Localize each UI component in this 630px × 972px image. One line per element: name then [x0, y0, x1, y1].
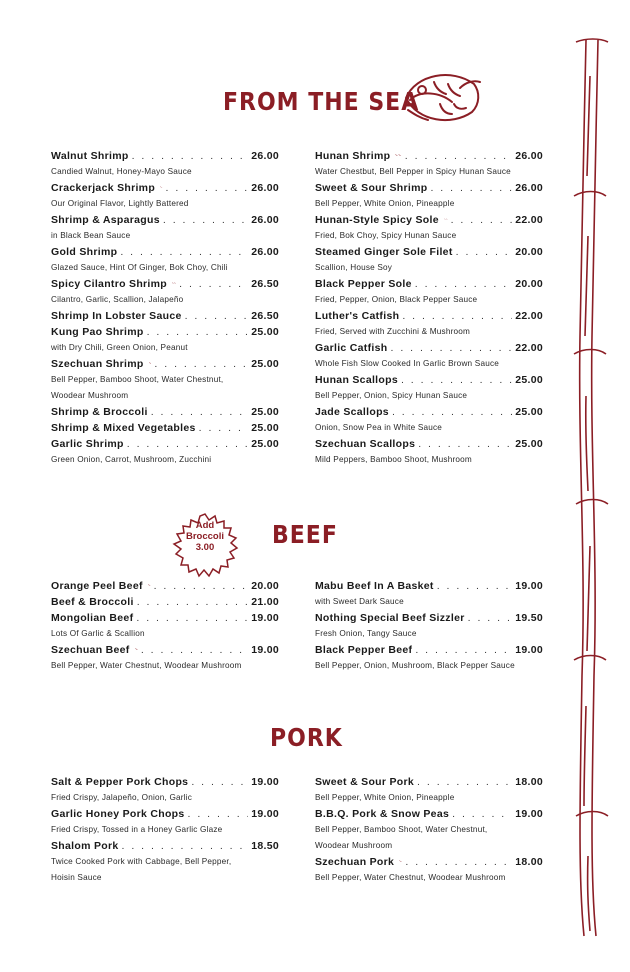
sea-left-column: [51, 148, 279, 468]
menu-item-row: [315, 372, 543, 388]
fish-illustration: [400, 64, 484, 130]
menu-item-price: 26.00: [251, 246, 279, 258]
leader-dots: [136, 610, 248, 626]
menu-item-row: [51, 404, 279, 420]
menu-item-description: Fried Crispy, Jalapeño, Onion, Garlic: [51, 793, 193, 802]
menu-item-name: Spicy Cilantro Shrimp: [51, 278, 167, 290]
menu-item-description: Cilantro, Garlic, Scallion, Jalapeño: [51, 295, 184, 304]
menu-item-name: Jade Scallops: [315, 406, 389, 418]
leader-dots: [147, 324, 249, 340]
menu-item-row: [51, 578, 279, 594]
menu-item-description: in Black Bean Sauce: [51, 231, 131, 240]
menu-item-price: 25.00: [515, 438, 543, 450]
menu-item-price: 19.00: [251, 808, 279, 820]
menu-item-price: 25.00: [251, 326, 279, 338]
beef-left-column: [51, 578, 279, 674]
menu-item-description: Mild Peppers, Bamboo Shoot, Mushroom: [315, 455, 472, 464]
menu-item-row: [51, 610, 279, 626]
menu-item-price: 25.00: [515, 374, 543, 386]
leader-dots: [452, 806, 512, 822]
leader-dots: [392, 404, 512, 420]
menu-item-description: Bell Pepper, Water Chestnut, Woodear Mushroom: [315, 873, 506, 882]
menu-item-description: Fresh Onion, Tangy Sauce: [315, 629, 417, 638]
menu-item-name: Sweet & Sour Shrimp: [315, 182, 428, 194]
menu-item-row: [315, 404, 543, 420]
menu-item-price: 20.00: [515, 246, 543, 258]
leader-dots: [405, 148, 512, 164]
leader-dots: [401, 372, 512, 388]
menu-item-description: Fried, Pepper, Onion, Black Pepper Sauce: [315, 295, 478, 304]
menu-item-price: 26.00: [515, 182, 543, 194]
menu-item-name: Shrimp & Broccoli: [51, 406, 148, 418]
menu-item-price: 26.00: [251, 182, 279, 194]
pork-right-column: [315, 774, 543, 886]
add-broccoli-badge-text: [171, 520, 239, 553]
leader-dots: [179, 276, 248, 292]
menu-item-row: [51, 774, 279, 790]
leader-dots: [437, 578, 513, 594]
leader-dots: [154, 578, 249, 594]
menu-item-row: [315, 244, 543, 260]
menu-item-description: Water Chestbut, Bell Pepper in Spicy Hunan Sauce: [315, 167, 511, 176]
menu-item-description: Woodear Mushroom: [51, 391, 129, 400]
chili-pepper-icon: [149, 359, 152, 367]
badge-line: Broccoli: [185, 531, 224, 542]
menu-item-description: with Sweet Dark Sauce: [315, 597, 404, 606]
menu-item-price: 26.00: [515, 150, 543, 162]
menu-item-row: [51, 838, 279, 854]
section-title-beef: BEEF: [272, 521, 338, 550]
menu-item-description: Bell Pepper, Water Chestnut, Woodear Mushroom: [51, 661, 242, 670]
menu-item-row: [315, 276, 543, 292]
menu-item-row: [51, 356, 279, 372]
menu-item-row: [315, 854, 543, 870]
menu-item-description: Bell Pepper, Bamboo Shoot, Water Chestnut,: [315, 825, 488, 834]
menu-item-row: [51, 420, 279, 436]
menu-item-price: 26.00: [251, 150, 279, 162]
menu-item-name: Walnut Shrimp: [51, 150, 129, 162]
leader-dots: [137, 594, 249, 610]
menu-item-price: 18.00: [515, 776, 543, 788]
menu-item-name: Hunan-Style Spicy Sole: [315, 214, 439, 226]
menu-item-name: Szechuan Beef: [51, 644, 130, 656]
menu-item-description: Bell Pepper, White Onion, Pineapple: [315, 199, 455, 208]
menu-item-description: Woodear Mushroom: [315, 841, 393, 850]
menu-item-row: [315, 212, 543, 228]
menu-item-name: Black Pepper Sole: [315, 278, 412, 290]
menu-item-price: 19.00: [515, 808, 543, 820]
chili-pepper-icon: [148, 581, 151, 589]
chili-pepper-icon: [395, 151, 401, 159]
menu-item-price: 19.00: [251, 776, 279, 788]
badge-line: Add: [195, 520, 215, 531]
leader-dots: [185, 308, 249, 324]
leader-dots: [199, 420, 249, 436]
menu-item-name: Nothing Special Beef Sizzler: [315, 612, 465, 624]
leader-dots: [132, 148, 249, 164]
menu-item-row: [51, 594, 279, 610]
menu-item-price: 26.50: [251, 310, 279, 322]
menu-item-name: Shrimp & Mixed Vegetables: [51, 422, 196, 434]
menu-item-name: Shrimp & Asparagus: [51, 214, 160, 226]
menu-item-price: 19.50: [515, 612, 543, 624]
pork-left-column: [51, 774, 279, 886]
leader-dots: [141, 642, 248, 658]
menu-item-name: Crackerjack Shrimp: [51, 182, 156, 194]
menu-item-description: Candied Walnut, Honey-Mayo Sauce: [51, 167, 192, 176]
menu-item-description: Onion, Snow Pea in White Sauce: [315, 423, 443, 432]
menu-item-name: Szechuan Pork: [315, 856, 395, 868]
menu-item-price: 26.50: [251, 278, 279, 290]
menu-item-description: Hoisin Sauce: [51, 873, 102, 882]
leader-dots: [191, 774, 248, 790]
menu-item-description: with Dry Chili, Green Onion, Peanut: [51, 343, 188, 352]
leader-dots: [418, 436, 512, 452]
menu-item-price: 25.00: [251, 438, 279, 450]
menu-item-name: Gold Shrimp: [51, 246, 118, 258]
menu-item-name: Sweet & Sour Pork: [315, 776, 415, 788]
menu-item-price: 18.00: [515, 856, 543, 868]
beef-right-column: [315, 578, 543, 674]
menu-item-row: [51, 324, 279, 340]
menu-item-name: Garlic Catfish: [315, 342, 388, 354]
menu-item-description: Bell Pepper, Onion, Spicy Hunan Sauce: [315, 391, 468, 400]
menu-item-price: 20.00: [251, 580, 279, 592]
menu-item-price: 22.00: [515, 342, 543, 354]
menu-item-name: Garlic Honey Pork Chops: [51, 808, 185, 820]
section-title-pork: PORK: [270, 724, 343, 753]
leader-dots: [120, 244, 248, 260]
badge-line: 3.00: [195, 542, 215, 553]
menu-item-name: Shalom Pork: [51, 840, 119, 852]
menu-item-description: Bell Pepper, White Onion, Pineapple: [315, 793, 455, 802]
menu-item-name: Szechuan Scallops: [315, 438, 416, 450]
menu-item-row: [315, 148, 543, 164]
menu-item-price: 19.00: [251, 612, 279, 624]
menu-item-name: Shrimp In Lobster Sauce: [51, 310, 182, 322]
menu-item-row: [315, 610, 543, 626]
menu-item-description: Our Original Flavor, Lightly Battered: [51, 199, 189, 208]
leader-dots: [163, 212, 248, 228]
menu-item-description: Fried, Bok Choy, Spicy Hunan Sauce: [315, 231, 457, 240]
menu-item-row: [51, 308, 279, 324]
menu-item-description: Lots Of Garlic & Scallion: [51, 629, 145, 638]
section-title-sea: FROM THE SEA: [223, 88, 420, 117]
menu-item-name: Mongolian Beef: [51, 612, 134, 624]
menu-item-price: 18.50: [251, 840, 279, 852]
leader-dots: [430, 180, 512, 196]
menu-item-row: [51, 244, 279, 260]
leader-dots: [417, 774, 512, 790]
menu-item-row: [315, 308, 543, 324]
bamboo-stalk-decoration: [572, 36, 612, 941]
menu-item-description: Whole Fish Slow Cooked In Garlic Brown Sauce: [315, 359, 499, 368]
menu-item-price: 25.00: [251, 422, 279, 434]
leader-dots: [402, 308, 512, 324]
menu-item-row: [315, 774, 543, 790]
menu-item-row: [315, 180, 543, 196]
menu-item-price: 26.00: [251, 214, 279, 226]
chili-pepper-icon: [135, 645, 138, 653]
menu-item-price: 19.00: [251, 644, 279, 656]
menu-item-description: Bell Pepper, Onion, Mushroom, Black Pepper Sauce: [315, 661, 515, 670]
leader-dots: [451, 212, 513, 228]
menu-item-name: Orange Peel Beef: [51, 580, 143, 592]
chili-pepper-icon: [160, 183, 162, 191]
menu-item-row: [315, 642, 543, 658]
menu-item-description: Green Onion, Carrot, Mushroom, Zucchini: [51, 455, 212, 464]
menu-item-row: [51, 642, 279, 658]
menu-item-price: 22.00: [515, 310, 543, 322]
menu-item-description: Glazed Sauce, Hint Of Ginger, Bok Choy, Chili: [51, 263, 228, 272]
leader-dots: [415, 276, 512, 292]
menu-item-row: [315, 578, 543, 594]
menu-item-row: [315, 436, 543, 452]
menu-item-name: Beef & Broccoli: [51, 596, 134, 608]
menu-item-name: Hunan Scallops: [315, 374, 398, 386]
menu-item-row: [51, 436, 279, 452]
chili-pepper-icon: [444, 215, 448, 223]
menu-item-price: 22.00: [515, 214, 543, 226]
menu-item-description: Fried, Served with Zucchini & Mushroom: [315, 327, 471, 336]
menu-item-name: Salt & Pepper Pork Chops: [51, 776, 189, 788]
menu-item-price: 25.00: [515, 406, 543, 418]
menu-item-name: B.B.Q. Pork & Snow Peas: [315, 808, 450, 820]
menu-item-description: Scallion, House Soy: [315, 263, 393, 272]
chili-pepper-icon: [172, 279, 176, 287]
menu-item-name: Szechuan Shrimp: [51, 358, 144, 370]
leader-dots: [390, 340, 512, 356]
menu-item-name: Black Pepper Beef: [315, 644, 413, 656]
menu-item-row: [51, 212, 279, 228]
menu-item-name: Steamed Ginger Sole Filet: [315, 246, 453, 258]
leader-dots: [151, 404, 249, 420]
leader-dots: [154, 356, 248, 372]
menu-item-price: 19.00: [515, 644, 543, 656]
menu-item-row: [315, 806, 543, 822]
menu-item-description: Twice Cooked Pork with Cabbage, Bell Pepper,: [51, 857, 232, 866]
menu-item-price: 25.00: [251, 406, 279, 418]
menu-item-price: 19.00: [515, 580, 543, 592]
leader-dots: [468, 610, 513, 626]
menu-item-row: [51, 148, 279, 164]
menu-item-price: 25.00: [251, 358, 279, 370]
menu-item-name: Garlic Shrimp: [51, 438, 124, 450]
leader-dots: [415, 642, 512, 658]
menu-item-description: Fried Crispy, Tossed in a Honey Garlic Glaze: [51, 825, 223, 834]
menu-item-description: Bell Pepper, Bamboo Shoot, Water Chestnut,: [51, 375, 224, 384]
leader-dots: [127, 436, 248, 452]
sea-right-column: [315, 148, 543, 468]
leader-dots: [166, 180, 249, 196]
leader-dots: [188, 806, 249, 822]
menu-item-row: [315, 340, 543, 356]
menu-item-price: 21.00: [251, 596, 279, 608]
menu-item-price: 20.00: [515, 278, 543, 290]
menu-item-name: Mabu Beef In A Basket: [315, 580, 434, 592]
menu-item-row: [51, 276, 279, 292]
menu-item-row: [51, 806, 279, 822]
chili-pepper-icon: [399, 857, 402, 865]
leader-dots: [121, 838, 248, 854]
menu-item-row: [51, 180, 279, 196]
menu-item-name: Hunan Shrimp: [315, 150, 391, 162]
menu-item-name: Kung Pao Shrimp: [51, 326, 144, 338]
leader-dots: [456, 244, 513, 260]
menu-item-name: Luther's Catfish: [315, 310, 400, 322]
leader-dots: [405, 854, 512, 870]
